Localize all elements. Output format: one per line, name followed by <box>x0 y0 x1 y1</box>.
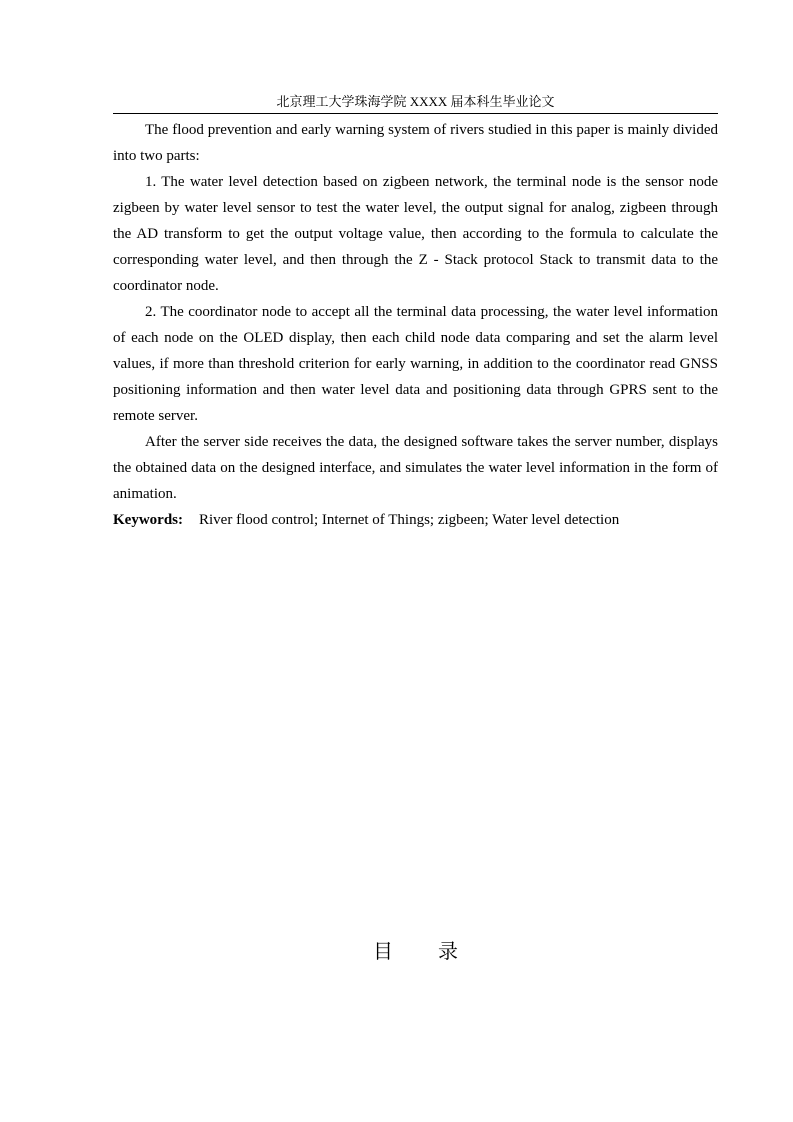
keywords-line <box>113 507 718 533</box>
toc-title: 目 录 <box>373 941 478 963</box>
abstract-paragraph-server: After the server side receives the data, the designed software takes the server number, displays the obtained data on the designed interface, and simulates the water level information in the form of animation. <box>113 434 718 502</box>
header-divider <box>113 113 718 114</box>
keywords-label: Keywords: <box>113 512 183 528</box>
abstract-paragraph-intro: The flood prevention and early warning system of rivers studied in this paper is mainly divided into two parts: <box>113 122 718 164</box>
abstract-body <box>113 117 718 533</box>
page-header: 北京理工大学珠海学院 XXXX 届本科生毕业论文 <box>276 94 555 109</box>
abstract-paragraph-part-1: 1. The water level detection based on zigbeen network, the terminal node is the sensor node zigbeen by water level sensor to test the water level, the output signal for analog, zigbeen through the AD transform to get the output voltage value, then according to the formula to calculate the corresponding water level, and then through the Z - Stack protocol Stack to transmit data to the coordinator node. <box>113 174 718 294</box>
keywords-value: River flood control; Internet of Things; zigbeen; Water level detection <box>199 512 620 528</box>
abstract-paragraph-part-2: 2. The coordinator node to accept all the terminal data processing, the water level information of each node on the OLED display, then each child node data comparing and set the alarm level values, if more than threshold criterion for early warning, in addition to the coordinator read GNSS positioning information and then water level data and positioning data through GPRS sent to the remote server. <box>113 304 718 424</box>
